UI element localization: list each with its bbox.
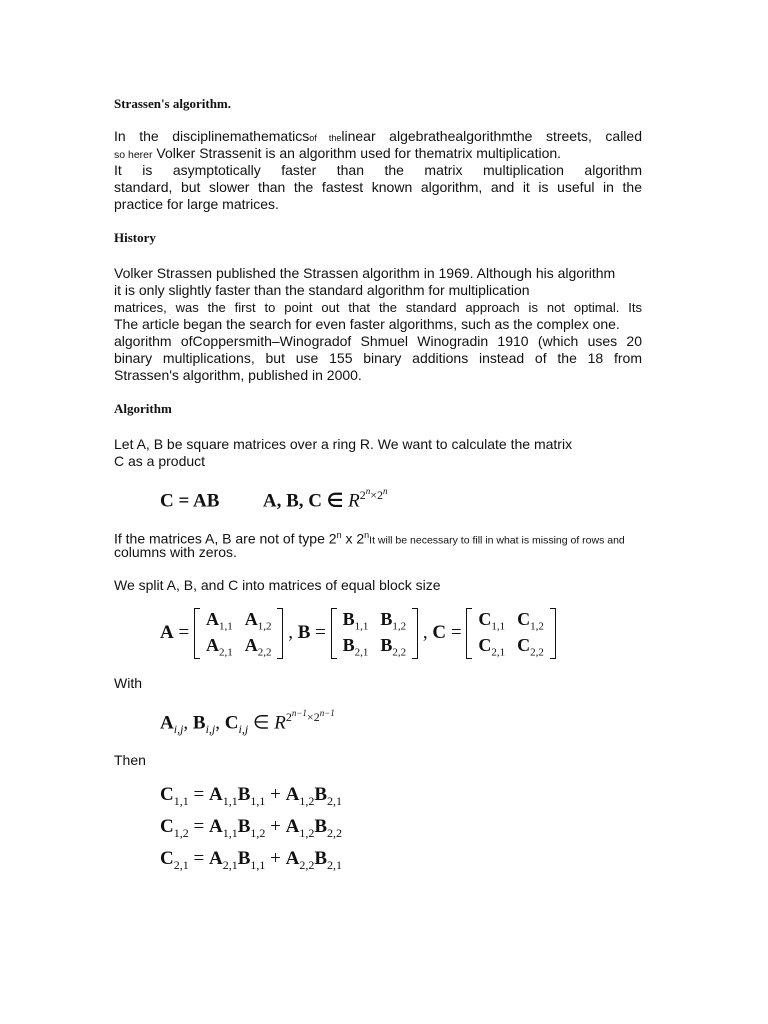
intro-line-3: It is asymptotically faster than the matrix multiplication algorithm (114, 162, 642, 178)
split-line: We split A, B, and C into matrices of equal block size (114, 577, 441, 593)
document-title: Strassen's algorithm. (114, 96, 231, 111)
history-line-2: it is only slightly faster than the standard algorithm for multiplication (114, 282, 530, 298)
intro-line-2: so herer Volker Strassenit is an algorithm used for thematrix multiplication. (114, 145, 562, 161)
history-line-3: matrices, was the first to point out that the standard approach is not optimal. Its (114, 300, 642, 315)
history-heading: History (114, 230, 156, 245)
intro-line-4: standard, but slower than the fastest known algorithm, and it is useful in the (114, 179, 642, 195)
matrix-a: $A_{1,1}$ $A_{1,2}$ $A_{2,1}$ $A_{2,2}$ (194, 608, 284, 659)
history-line-5: algorithm ofCoppersmith–Winogradof Shmuel Winogradin 1910 (which uses 20 (114, 333, 642, 349)
equation-c21: $C_{2,1} = A_{2,1}B_{1,1} + A_{2,2}B_{2,1}$ (160, 848, 343, 872)
equation-block-matrices: A = $A_{1,1}$ $A_{1,2}$ $A_{2,1}$ $A_{2,2}$ , B = $B_{1,1}$ $B_{1,2}$ $B_{2,1}$ $B_{2,2}$ , C = $C_{1,1}$ $C_{1,2}$ $C_{2,1}$ $C_{2,2}$ (160, 608, 556, 659)
history-line-1: Volker Strassen published the Strassen algorithm in 1969. Although his algorithm (114, 265, 616, 281)
intro-line-1: In the disciplinemathematicsof thelinear algebrathealgorithmthe streets, called (114, 128, 642, 144)
history-line-7: Strassen's algorithm, published in 2000. (114, 367, 362, 383)
with-line: With (114, 675, 142, 691)
intro-line-5: practice for large matrices. (114, 196, 279, 212)
history-line-6: binary multiplications, but use 155 binary additions instead of the 18 from (114, 350, 642, 366)
matrix-b: $B_{1,1}$ $B_{1,2}$ $B_{2,1}$ $B_{2,2}$ (331, 608, 419, 659)
equation-c11: $C_{1,1} = A_{1,1}B_{1,1} + A_{1,2}B_{2,1}$ (160, 784, 343, 808)
pad-note-line-2: columns with zeros. (114, 544, 237, 560)
equation-product: C = AB A, B, C ∈ $R^{2^n\times 2^n}$ (160, 486, 388, 512)
algorithm-line-1: Let A, B be square matrices over a ring R. We want to calculate the matrix (114, 436, 573, 452)
history-line-4: The article began the search for even faster algorithms, such as the complex one. (114, 316, 620, 332)
matrix-c: $C_{1,1}$ $C_{1,2}$ $C_{2,1}$ $C_{2,2}$ (466, 608, 556, 659)
equation-c12: $C_{1,2} = A_{1,1}B_{1,2} + A_{1,2}B_{2,2}$ (160, 816, 343, 840)
pad-note-line-1: If the matrices A, B are not of type 2$^n$ x 2$^n$It will be necessary to fill in what is missing of rows and (114, 530, 625, 547)
equation-block-membership: $A_{i,j}$, $B_{i,j}$, $C_{i,j}$ ∈ $R^{2^{n-1}\times 2^{n-1}}$ (160, 708, 335, 737)
then-line: Then (114, 752, 146, 768)
algorithm-line-2: C as a product (114, 453, 206, 469)
algorithm-heading: Algorithm (114, 401, 172, 416)
